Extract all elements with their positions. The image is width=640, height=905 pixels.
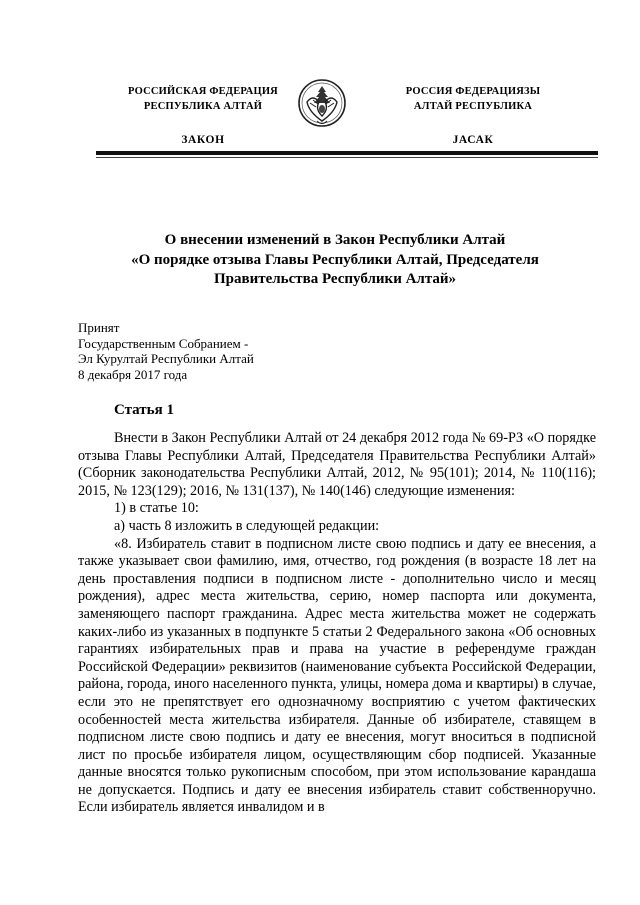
document-title <box>100 231 570 290</box>
adopted-date: 8 декабря 2017 года <box>78 366 188 382</box>
header-russian <box>98 84 308 148</box>
header-republic-alt: АЛТАЙ РЕСПУБЛИКА <box>413 101 533 112</box>
header-altai <box>368 84 578 148</box>
adopted-line-1: Принят <box>78 320 120 335</box>
coat-of-arms-icon <box>297 76 347 132</box>
article-paragraph: 1) в статье 10: <box>114 500 199 517</box>
article-paragraph: Внести в Закон Республики Алтай от 24 декабря 2012 года № 69-РЗ «О порядке отзыва Главы Республики Алтай, Председателя Правительства Республики Алтай» (Сборник законодательства Республики Алтай, 2012, № 95(101); 2014, № 110(116); 2015, № 123(129); 2016, № 131(137), № 140(146) следующие изменения: <box>78 430 596 499</box>
title-line-1: О внесении изменений в Закон Республики Алтай <box>164 232 506 248</box>
header-republic-ru: РЕСПУБЛИКА АЛТАЙ <box>143 101 263 112</box>
header-law-ru: ЗАКОН <box>181 134 225 146</box>
header-divider-thin <box>96 157 598 158</box>
adopted-line-3: Эл Курултай Республики Алтай <box>78 351 254 366</box>
header-country-ru: РОССИЙСКАЯ ФЕДЕРАЦИЯ <box>128 86 278 97</box>
article-paragraph: а) часть 8 изложить в следующей редакции: <box>114 517 380 534</box>
header-country-alt: РОССИЯ ФЕДЕРАЦИЯЗЫ <box>405 86 541 97</box>
article-body <box>78 430 596 817</box>
header-law-alt: ЈАСАК <box>452 134 494 146</box>
title-line-2: «О порядке отзыва Главы Республики Алтай, Председателя <box>131 251 539 268</box>
adoption-block <box>78 320 254 382</box>
header-divider-thick <box>96 151 598 155</box>
title-line-3: Правительства Республики Алтай» <box>213 271 457 287</box>
article-paragraph: «8. Избиратель ставит в подписном листе свою подпись и дату ее внесения, а также указывает свои фамилию, имя, отчество, год рождения (в возрасте 18 лет на день проставления подписи в подписном листе - дополнительно число и месяц рождения), адрес места жительства, серию, номер паспорта или документа, заменяющего паспорт гражданина. Адрес места жительства может не содержать каких-либо из указанных в подпункте 5 статьи 2 Федерального закона «Об основных гарантиях избирательных прав и права на участие в референдуме граждан Российской Федерации» реквизитов (наименование субъекта Российской Федерации, района, города, иного населенного пункта, улицы, номера дома и квартиры) в случае, если это не препятствует его однозначному восприятию с учетом фактических особенностей места жительства избирателя. Данные об избирателе, ставящем в подписном листе свою подпись и дату ее внесения, могут вноситься в подписной лист по просьбе избирателя лицом, осуществляющим сбор подписей. Указанные данные вносятся только рукописным способом, при этом использование карандаша не допускается. Подпись и дату ее внесения избиратель ставит собственноручно. Если избиратель является инвалидом и в <box>78 535 596 816</box>
adopted-line-2: Государственным Собранием - <box>78 335 249 351</box>
article-heading: Статья 1 <box>114 402 174 418</box>
